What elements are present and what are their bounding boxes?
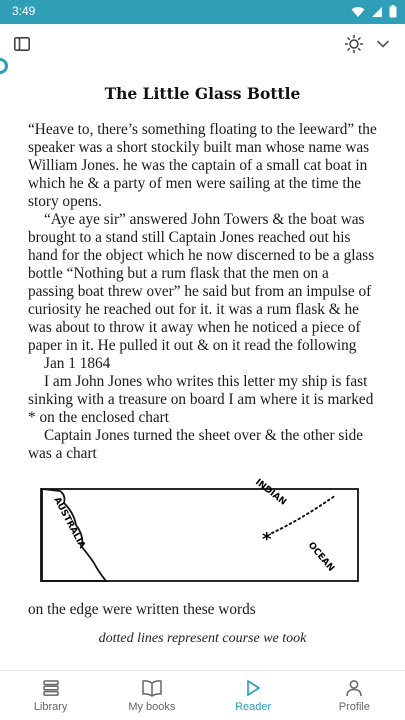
paragraph: Captain Jones turned the sheet over & the other side was a chart bbox=[28, 427, 364, 462]
nav-item-profile[interactable] bbox=[304, 671, 405, 720]
book-icon bbox=[141, 678, 163, 698]
map-label-australia: AUSTRALIA bbox=[51, 495, 87, 551]
status-time: 3:49 bbox=[12, 4, 36, 18]
nav-item-reader[interactable] bbox=[203, 671, 304, 720]
map-label-ocean: OCEAN bbox=[305, 540, 336, 574]
library-icon bbox=[41, 678, 61, 698]
book-text bbox=[28, 121, 377, 463]
nav-label: Reader bbox=[235, 701, 272, 713]
reader-toolbar bbox=[0, 24, 405, 64]
play-icon bbox=[243, 678, 263, 698]
theme-toggle-button[interactable] bbox=[343, 33, 365, 55]
status-icons bbox=[351, 5, 397, 18]
map-note: dotted lines represent course we took bbox=[98, 631, 307, 646]
nav-label: Library bbox=[33, 701, 68, 713]
letter-date: Jan 1 1864 bbox=[44, 355, 111, 372]
map-marker-star: * bbox=[262, 529, 272, 550]
nav-label: Profile bbox=[338, 701, 370, 713]
signal-icon bbox=[371, 6, 383, 18]
chevron-down-icon bbox=[377, 40, 389, 48]
sidebar-icon bbox=[14, 37, 30, 51]
nav-item-my-books[interactable] bbox=[101, 671, 202, 720]
paragraph: on the edge were written these words bbox=[28, 601, 256, 618]
nav-item-library[interactable] bbox=[0, 671, 101, 720]
paragraph: I am John Jones who writes this letter my ship is fast sinking with a treasure on board I am where it is marked * on the enclosed chart bbox=[28, 373, 374, 426]
sidebar-toggle-button[interactable] bbox=[12, 34, 32, 54]
map-label-indian: INDIAN bbox=[253, 477, 288, 508]
person-icon bbox=[344, 678, 364, 698]
reader-content[interactable] bbox=[0, 64, 405, 670]
status-bar bbox=[0, 0, 405, 24]
brightness-icon bbox=[344, 34, 364, 54]
paragraph: “Aye aye sir” answered John Towers & the boat was brought to a stand still Captain Jones reached out his hand for the object which he now discerned to be a glass bottle “Nothing but a rum flask that the men on a passing boat threw over” he said but from an impulse of curiosity he reached out for it. it was a rum flask & he was about to throw it away when he noticed a piece of paper in it. He pulled it out & on it read the following bbox=[28, 211, 375, 354]
nav-label: My books bbox=[128, 701, 176, 713]
menu-dropdown-button[interactable] bbox=[373, 34, 393, 54]
treasure-map-illustration bbox=[40, 473, 360, 583]
chapter-title: The Little Glass Bottle bbox=[104, 84, 301, 103]
battery-icon bbox=[389, 5, 397, 18]
paragraph: “Heave to, there’s something floating to the leeward” the speaker was a short stockily built man whose name was William Jones. he was the captain of a small cat boat in which he & a party of men were sailing at the time the story opens. bbox=[28, 121, 377, 210]
wifi-icon bbox=[351, 6, 365, 18]
bottom-navigation bbox=[0, 670, 405, 720]
